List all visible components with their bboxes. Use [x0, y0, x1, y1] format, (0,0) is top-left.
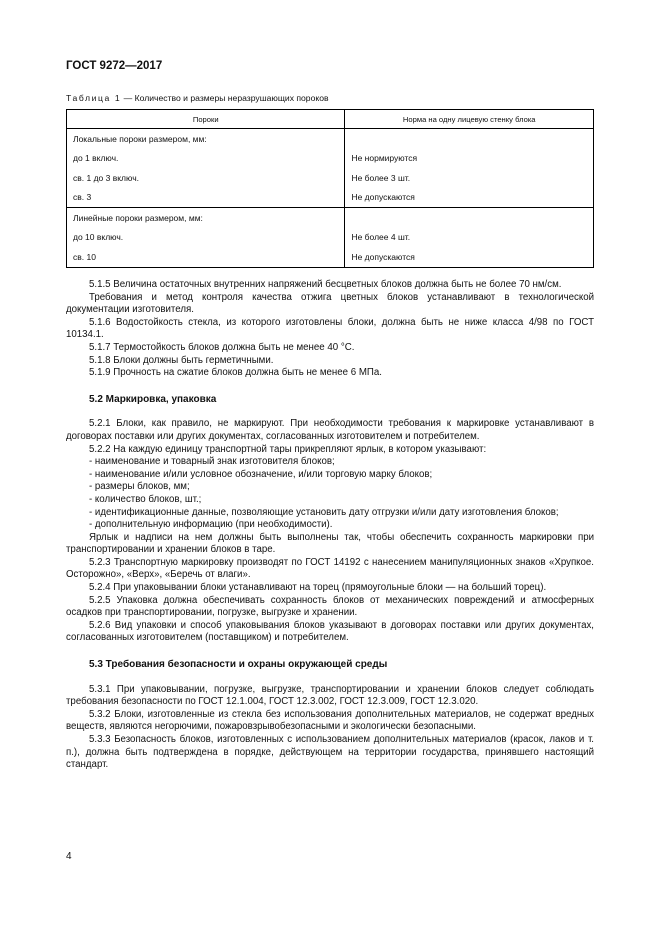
paragraph-5-2-3: 5.2.3 Транспортную маркировку производят по ГОСТ 14192 с нанесением манипуляционных знаков «Хрупкое. Осторожно», «Верх», «Беречь от влаги».: [66, 556, 594, 581]
paragraph-5-3-2: 5.3.2 Блоки, изготовленные из стекла без использования дополнительных материалов, не содержат вредных веществ, являются негорючими, пожаровзрывобезопасными и экологически безопасными.: [66, 708, 594, 733]
section-heading-5-2: 5.2 Маркировка, упаковка: [89, 393, 217, 405]
table-cell-norm: Не допускаются: [345, 188, 594, 208]
paragraph-5-2-5: 5.2.5 Упаковка должна обеспечивать сохранность блоков от механических повреждений и атмосферных осадков при транспортировании, погрузке, выгрузке и хранении.: [66, 594, 594, 619]
section-heading-5-3: 5.3 Требования безопасности и охраны окружающей среды: [89, 659, 388, 671]
paragraph-5-1-5-annealing: Требования и метод контроля качества отжига цветных блоков устанавливают в технологической документации изготовителя.: [66, 291, 594, 316]
column-header-defects: Пороки: [67, 110, 345, 129]
table-cell-defect: св. 10: [67, 247, 345, 267]
table-cell-defect: св. 1 до 3 включ.: [67, 168, 345, 188]
table-caption-text: — Количество и размеры неразрушающих пороков: [121, 93, 329, 103]
paragraph-5-1-8: 5.1.8 Блоки должны быть герметичными.: [89, 354, 274, 366]
table-cell-norm: [345, 208, 594, 228]
paragraph-5-2-1: 5.2.1 Блоки, как правило, не маркируют. При необходимости требования к маркировке устанавливают в договорах поставки или других документах, согласованных изготовителем и потребителем.: [66, 418, 594, 442]
document-header: ГОСТ 9272—2017: [66, 60, 163, 72]
table-cell-norm: Не более 4 шт.: [345, 228, 594, 248]
table-cell-defect: Линейные пороки размером, мм:: [67, 208, 345, 228]
list-item: - количество блоков, шт.;: [89, 493, 202, 505]
list-item: - наименование и товарный знак изготовителя блоков;: [89, 456, 335, 468]
table-cell-defect: св. 3: [67, 188, 345, 208]
table-cell-defect: до 1 включ.: [67, 149, 345, 169]
list-item: - дополнительную информацию (при необходимости).: [89, 519, 333, 531]
list-item: - размеры блоков, мм;: [89, 481, 190, 493]
page-number: 4: [66, 851, 72, 862]
table-row: [67, 228, 594, 248]
column-header-norm: Норма на одну лицевую стенку блока: [345, 110, 594, 129]
list-item: - идентификационные данные, позволяющие установить дату отгрузки и/или дату изготовления блоков;: [89, 506, 559, 518]
table-cell-norm: [345, 129, 594, 149]
table-row: [67, 129, 594, 149]
table-row: [67, 168, 594, 188]
paragraph-5-1-5: 5.1.5 Величина остаточных внутренних напряжений бесцветных блоков должна быть не более 70 нм/см.: [89, 279, 562, 290]
paragraph-5-1-7: 5.1.7 Термостойкость блоков должна быть не менее 40 °С.: [89, 341, 355, 353]
paragraph-5-2-6: 5.2.6 Вид упаковки и способ упаковывания блоков указывают в договорах поставки или других документах, согласованных изготовителем (поставщиком) и потребителем.: [66, 619, 594, 644]
paragraph-5-2-2: 5.2.2 На каждую единицу транспортной тары прикрепляют ярлык, в котором указывают:: [89, 443, 487, 455]
list-item: - наименование и/или условное обозначение, и/или торговую марку блоков;: [89, 468, 433, 480]
defects-table: [66, 109, 594, 268]
table-row: [67, 149, 594, 169]
paragraph-5-3-3: 5.3.3 Безопасность блоков, изготовленных с использованием дополнительных материалов (красок, лаков и т. п.), должна быть подтверждена в порядке, действующем на территории государства, принявшего настоящий стандарт.: [66, 734, 594, 771]
table-caption: [66, 93, 329, 103]
table-header-row: [67, 110, 594, 129]
table-cell-defect: Локальные пороки размером, мм:: [67, 129, 345, 149]
table-cell-norm: Не допускаются: [345, 247, 594, 267]
document-body: [66, 279, 594, 772]
table-row: [67, 247, 594, 267]
paragraph-5-1-9: 5.1.9 Прочность на сжатие блоков должна быть не менее 6 МПа.: [89, 367, 382, 379]
paragraph-5-1-6: 5.1.6 Водостойкость стекла, из которого изготовлены блоки, должна быть не ниже класса 4/98 по ГОСТ 10134.1.: [66, 316, 594, 341]
paragraph-5-2-4: 5.2.4 При упаковывании блоки устанавливают на торец (прямоугольные блоки — на больший торец).: [89, 582, 547, 594]
table-body: [67, 129, 594, 268]
paragraph-5-2-2-label: Ярлык и надписи на нем должны быть выполнены так, чтобы обеспечить сохранность маркировки при транспортировании и хранении блоков в таре.: [66, 531, 594, 556]
table-row: [67, 208, 594, 228]
table-row: [67, 188, 594, 208]
table-cell-norm: Не нормируются: [345, 149, 594, 169]
table-cell-defect: до 10 включ.: [67, 228, 345, 248]
table-cell-norm: Не более 3 шт.: [345, 168, 594, 188]
table-caption-label: Таблица 1: [66, 93, 122, 103]
paragraph-5-3-1: 5.3.1 При упаковывании, погрузке, выгрузке, транспортировании и хранении блоков следует соблюдать требования безопасности по ГОСТ 12.1.004, ГОСТ 12.3.002, ГОСТ 12.3.009, ГОСТ 12.3.020.: [66, 683, 594, 708]
